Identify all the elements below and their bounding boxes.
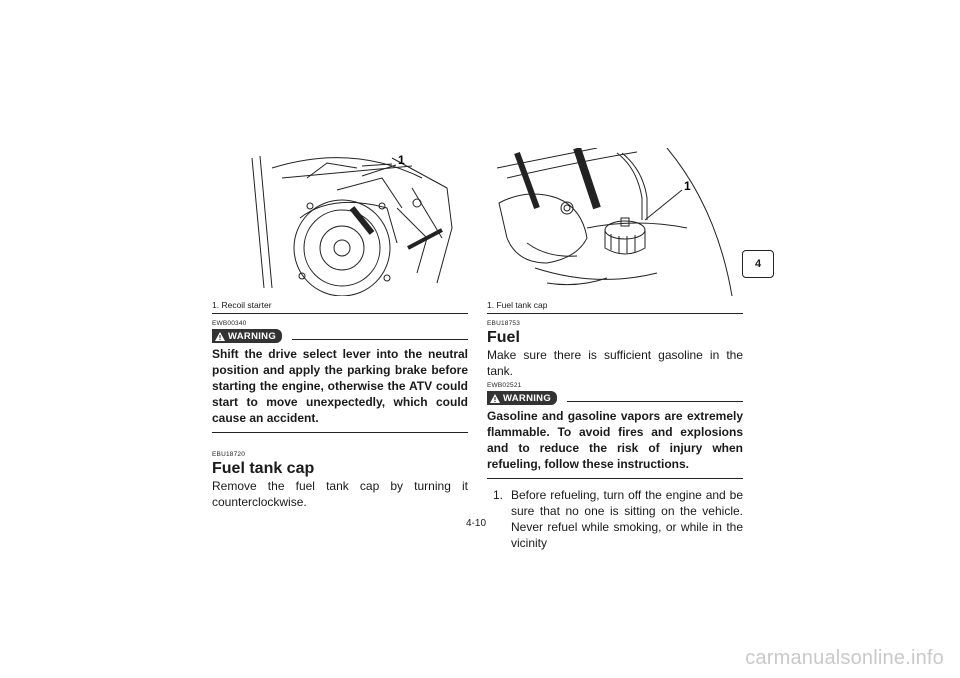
warning-header — [212, 329, 468, 343]
figure-caption: 1. Fuel tank cap — [487, 300, 743, 314]
section-code: EBU18720 — [212, 451, 246, 458]
list-item-number: 1. — [493, 488, 504, 502]
section-code: EBU18753 — [487, 320, 521, 327]
warning-triangle-icon — [215, 332, 225, 341]
warning-badge — [487, 391, 557, 405]
left-column — [212, 148, 468, 510]
warning-rule — [292, 339, 468, 340]
list-item — [487, 487, 743, 551]
figure-callout-number: 1 — [684, 179, 691, 193]
warning-code: EWB02521 — [487, 382, 522, 389]
section-title: Fuel tank cap — [212, 460, 315, 477]
section-body: Make sure there is sufficient gasoline in the tank. — [487, 348, 743, 378]
warning-label: WARNING — [503, 392, 552, 404]
warning-code: EWB00340 — [212, 320, 247, 327]
fuel-tank-cap-figure — [487, 148, 743, 296]
warning-label: WARNING — [228, 330, 277, 342]
fuel-tank-cap-illustration — [487, 148, 743, 296]
warning-text: Shift the drive select lever into the neutral position and apply the parking brake before starting the engine, otherwise the ATV could start to move unexpectedly, which could cause an accident. — [212, 347, 468, 425]
warning-end-rule — [487, 478, 743, 479]
list-item-text: Before refueling, turn off the engine and be sure that no one is sitting on the vehicle. Never refuel while smoking, or while in the vicinity — [511, 488, 743, 550]
section-body: Remove the fuel tank cap by turning it counterclockwise. — [212, 479, 468, 509]
warning-end-rule — [212, 432, 468, 433]
right-column — [487, 148, 743, 551]
warning-header — [487, 391, 743, 405]
recoil-starter-figure — [212, 148, 468, 296]
watermark: carmanualsonline.info — [745, 647, 944, 669]
warning-rule — [567, 401, 743, 402]
warning-text: Gasoline and gasoline vapors are extremely flammable. To avoid fires and explosions and to reduce the risk of injury when refueling, follow these instructions. — [487, 409, 743, 471]
warning-triangle-icon — [490, 394, 500, 403]
section-title: Fuel — [487, 329, 520, 346]
warning-badge — [212, 329, 282, 343]
figure-callout-number: 1 — [398, 153, 405, 167]
chapter-tab: 4 — [742, 250, 774, 278]
figure-caption: 1. Recoil starter — [212, 300, 468, 314]
recoil-starter-illustration — [212, 148, 468, 296]
page-number: 4-10 — [466, 518, 487, 529]
